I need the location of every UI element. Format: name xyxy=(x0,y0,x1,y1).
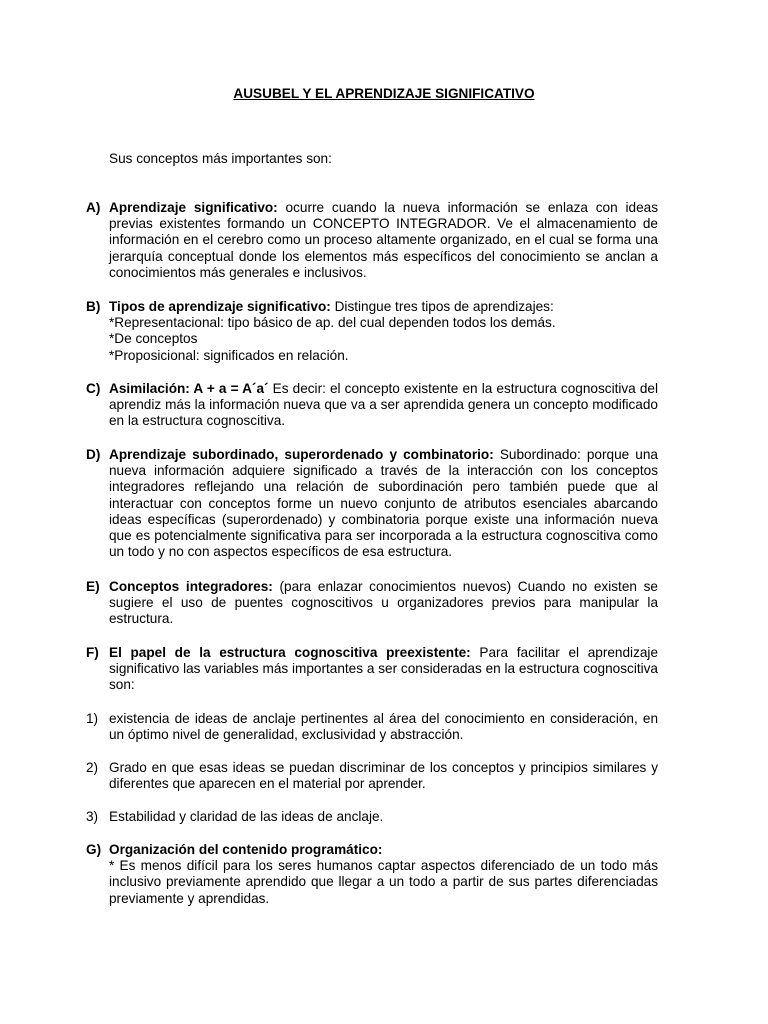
section-marker: D) xyxy=(86,447,101,462)
section-text: ocurre cuando la nueva información se enlaza con ideas previas existentes formando un CONCEPTO INTEGRADOR. Ve el almacenamiento de información en el cerebro como un proceso altamente organizado, en el cual se forma una jerarquía conceptual donde los elementos más específicos del conocimiento se anclan a conocimientos más generales e inclusivos. xyxy=(109,200,658,280)
item-marker: 2) xyxy=(86,760,99,775)
intro-text: Sus conceptos más importantes son: xyxy=(109,151,332,166)
item-marker: 1) xyxy=(86,711,99,726)
numbered-item-3 xyxy=(86,809,658,825)
section-heading: Conceptos integradores: xyxy=(109,579,273,594)
section-c xyxy=(86,381,658,430)
section-text: Es decir: el concepto existente en la estructura cognoscitiva del aprendiz más la información nueva que va a ser aprendida genera un concepto modificado en la estructura cognoscitiva. xyxy=(109,381,658,429)
section-marker: G) xyxy=(86,842,102,857)
item-text: Grado en que esas ideas se puedan discriminar de los conceptos y principios similares y diferentes que aparecen en el material por aprender. xyxy=(109,760,658,792)
section-a xyxy=(86,200,658,281)
section-e xyxy=(86,579,658,628)
section-heading: Organización del contenido programático: xyxy=(109,842,383,857)
section-heading: Aprendizaje subordinado, superordenado y combinatorio: xyxy=(109,447,494,462)
list-item: *Proposicional: significados en relación. xyxy=(109,347,349,363)
section-marker: A) xyxy=(86,200,101,215)
section-g xyxy=(86,842,658,907)
numbered-item-1 xyxy=(86,711,658,743)
item-text: Estabilidad y claridad de las ideas de anclaje. xyxy=(109,809,384,824)
list-item: *De conceptos xyxy=(109,331,198,347)
section-marker: B) xyxy=(86,299,101,314)
item-marker: 3) xyxy=(86,809,99,824)
section-marker: E) xyxy=(86,579,100,594)
section-text: Subordinado: porque una nueva información adquiere significado a través de la interacción con los conceptos integradores reflejando una relación de subordinación pero también puede que al interactuar con conceptos forme un nuevo conjunto de atributos esenciales abarcando ideas específicas (superordenado) y combinatoria porque existe una información nueva que es potencialmente significativa para ser incorporada a la estructura cognoscitiva como un todo y no con aspectos específicos de esa estructura. xyxy=(109,447,658,560)
section-text: Para facilitar el aprendizaje significativo las variables más importantes a ser consideradas en la estructura cognoscitiva son: xyxy=(109,645,659,693)
section-marker: F) xyxy=(86,645,99,660)
section-f xyxy=(86,645,658,694)
item-text: existencia de ideas de anclaje pertinentes al área del conocimiento en consideración, en un óptimo nivel de generalidad, exclusividad y abstracción. xyxy=(109,711,658,743)
section-text: (para enlazar conocimientos nuevos) Cuando no existen se sugiere el uso de puentes cognoscitivos u organizadores previos para manipular la estructura. xyxy=(109,579,658,627)
section-heading: Asimilación: A + a = A´a´ xyxy=(109,381,269,396)
section-heading: Tipos de aprendizaje significativo: xyxy=(109,299,331,314)
document-title: AUSUBEL Y EL APRENDIZAJE SIGNIFICATIVO xyxy=(233,86,535,101)
section-text: Distingue tres tipos de aprendizajes: xyxy=(330,299,554,314)
section-marker: C) xyxy=(86,381,101,396)
section-text: * Es menos difícil para los seres humanos captar aspectos diferenciado de un todo más inclusivo previamente aprendido que llegar a un todo a partir de sus partes diferenciadas previamente y aprendidas. xyxy=(109,858,658,906)
section-heading: Aprendizaje significativo: xyxy=(109,200,278,215)
section-d xyxy=(86,447,658,560)
section-b xyxy=(86,299,658,364)
list-item: *Representacional: tipo básico de ap. del cual dependen todos los demás. xyxy=(109,315,556,331)
numbered-item-2 xyxy=(86,760,658,792)
section-heading: El papel de la estructura cognoscitiva preexistente: xyxy=(109,645,471,660)
